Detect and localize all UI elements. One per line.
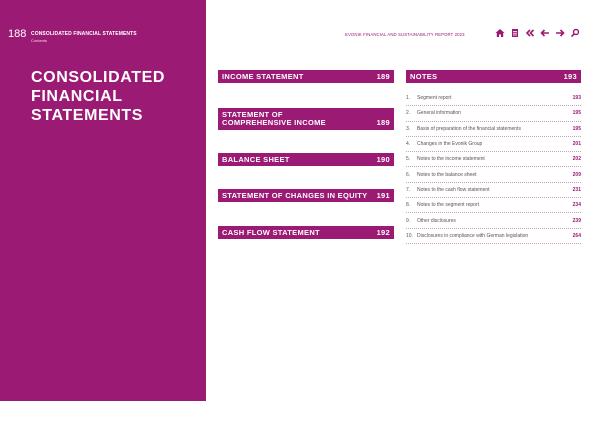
toc-section-page: 192 — [376, 227, 390, 237]
toc-section-label: CASH FLOW STATEMENT — [222, 227, 320, 237]
notes-list — [406, 91, 581, 244]
note-label: Notes to the income statement — [417, 156, 485, 163]
toc-balance-sheet[interactable] — [218, 153, 394, 166]
double-chevron-left-icon[interactable] — [525, 28, 535, 38]
note-page: 195 — [572, 110, 581, 117]
page-title — [31, 68, 165, 125]
toc-income-statement[interactable] — [218, 70, 394, 83]
search-icon[interactable] — [570, 28, 580, 38]
toc-comprehensive-income[interactable] — [218, 108, 394, 130]
toc-section-label: BALANCE SHEET — [222, 154, 290, 164]
note-page: 195 — [572, 125, 581, 132]
list-item[interactable] — [406, 183, 581, 198]
note-label: Notes to the segment report — [417, 202, 479, 209]
list-item[interactable] — [406, 213, 581, 228]
toc-section-label: INCOME STATEMENT — [222, 71, 304, 81]
note-page: 264 — [572, 232, 581, 239]
toc-section-page: 193 — [563, 71, 577, 81]
note-label: General information — [417, 110, 461, 117]
nav-toolbar — [495, 28, 580, 38]
toc-section-page: 189 — [376, 118, 390, 127]
toc-section-page: 191 — [376, 190, 390, 200]
note-label: Notes to the balance sheet — [417, 171, 477, 178]
toc-section-page: 189 — [376, 71, 390, 81]
toc-section-label — [222, 111, 326, 127]
note-number: 1. — [406, 95, 411, 102]
note-label: Changes in the Evonik Group — [417, 141, 483, 148]
note-number: 4. — [406, 141, 411, 148]
document-icon[interactable] — [510, 28, 520, 38]
note-label: Segment report — [417, 95, 452, 102]
note-number: 3. — [406, 125, 411, 132]
toc-changes-in-equity[interactable] — [218, 189, 394, 202]
toc-section-label-line: STATEMENT OF — [222, 110, 283, 119]
toc-section-label: STATEMENT OF CHANGES IN EQUITY — [222, 190, 368, 200]
page-title-line: STATEMENTS — [31, 107, 144, 124]
note-label: Basis of preparation of the financial statements — [417, 125, 521, 132]
note-page: 234 — [572, 202, 581, 209]
arrow-left-icon[interactable] — [540, 28, 550, 38]
list-item[interactable] — [406, 122, 581, 137]
toc-section-label-line: COMPREHENSIVE INCOME — [222, 118, 326, 127]
note-page: 193 — [572, 95, 581, 102]
note-number: 8. — [406, 202, 411, 209]
note-label: Disclosures in compliance with German legislation — [417, 232, 529, 239]
note-page: 202 — [572, 156, 581, 163]
note-number: 2. — [406, 110, 411, 117]
arrow-right-icon[interactable] — [555, 28, 565, 38]
doc-title: CONSOLIDATED FINANCIAL STATEMENTS — [31, 31, 137, 37]
list-item[interactable] — [406, 152, 581, 167]
list-item[interactable] — [406, 198, 581, 213]
list-item[interactable] — [406, 229, 581, 244]
report-title: EVONIK FINANCIAL AND SUSTAINABILITY REPORT 2023 — [345, 32, 465, 37]
note-page: 209 — [572, 171, 581, 178]
sidebar-panel — [0, 0, 206, 401]
footer-band — [0, 401, 611, 432]
home-icon[interactable] — [495, 28, 505, 38]
page-number: 188 — [8, 28, 27, 40]
toc-section-page: 190 — [376, 154, 390, 164]
doc-subtitle: Contents — [31, 38, 48, 43]
note-number: 5. — [406, 156, 411, 163]
note-page: 201 — [572, 141, 581, 148]
toc-section-label: NOTES — [410, 71, 438, 81]
note-page: 239 — [572, 217, 581, 224]
list-item[interactable] — [406, 106, 581, 121]
page-title-line: FINANCIAL — [31, 88, 123, 105]
note-label: Other disclosures — [417, 217, 456, 224]
page-title-line: CONSOLIDATED — [31, 69, 166, 86]
note-number: 10. — [406, 232, 413, 239]
list-item[interactable] — [406, 91, 581, 106]
note-page: 231 — [572, 186, 581, 193]
note-number: 7. — [406, 186, 411, 193]
list-item[interactable] — [406, 137, 581, 152]
note-label: Notes to the cash flow statement — [417, 186, 490, 193]
toc-cash-flow-statement[interactable] — [218, 226, 394, 239]
list-item[interactable] — [406, 167, 581, 182]
toc-notes[interactable] — [406, 70, 581, 83]
note-number: 6. — [406, 171, 411, 178]
note-number: 9. — [406, 217, 411, 224]
